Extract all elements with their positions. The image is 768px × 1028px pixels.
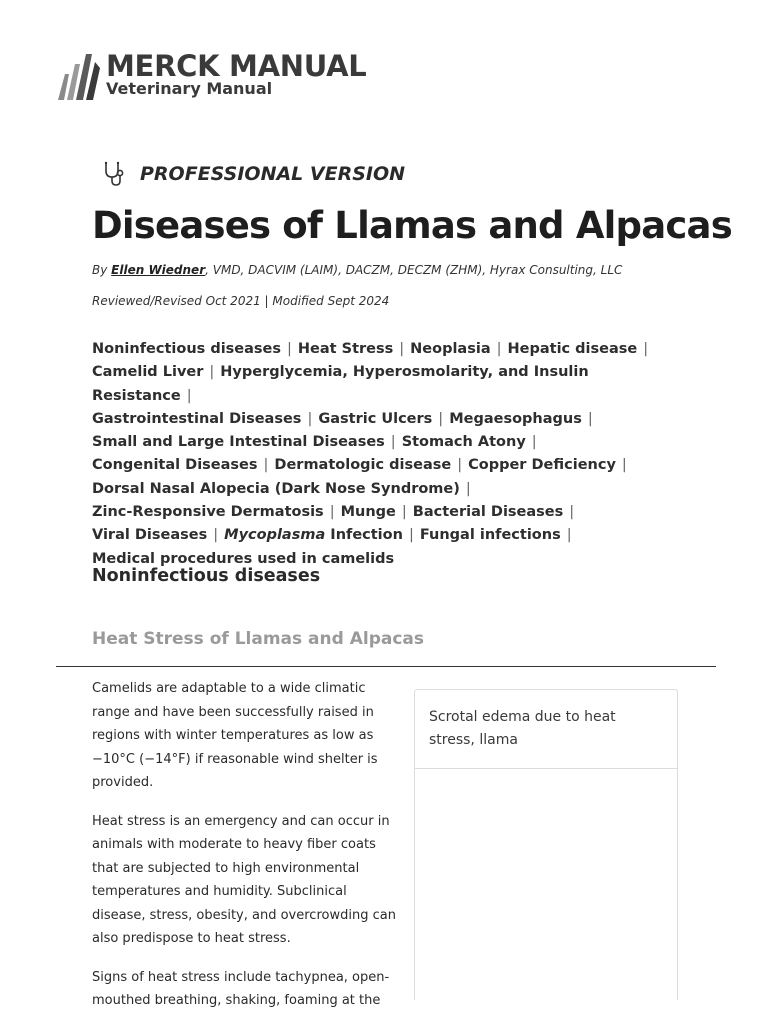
toc-link-medical-procedures[interactable]: Medical procedures used in camelids [92, 550, 395, 567]
toc-link-hepatic[interactable]: Hepatic disease [507, 341, 638, 357]
paragraph: Camelids are adaptable to a wide climatic range and have been successfully raised in regions with winter temperatures as low as −10°C (−14°F) if reasonable wind shelter is provided. [92, 681, 378, 790]
toc-link-dermatologic[interactable]: Dermatologic disease [274, 457, 452, 474]
toc-link-viral[interactable]: Viral Diseases [92, 527, 208, 544]
toc-link-hyperglycemia[interactable]: Hyperglycemia, Hyperosmolarity, and Insulin Resistance [92, 364, 589, 404]
toc-link-mycoplasma[interactable] [224, 527, 403, 543]
toc-link-bacterial[interactable]: Bacterial Diseases [412, 504, 564, 521]
toc-link-megaesophagus[interactable]: Megaesophagus [449, 410, 582, 427]
logo-title: MERCK MANUAL [106, 49, 367, 83]
paragraph: Heat stress is an emergency and can occur in animals with moderate to heavy fiber coats that are subjected to high environmental temperatures and humidity. Subclinical disease, stress, obesity, and overcrowding can also predispose to heat stress. [92, 813, 396, 946]
toc-link-zinc[interactable]: Zinc-Responsive Dermatosis [92, 504, 324, 521]
toc-link-stomach-atony[interactable]: Stomach Atony [401, 434, 526, 451]
stethoscope-icon [100, 160, 128, 188]
logo-subtitle: Veterinary Manual [106, 79, 273, 98]
mycoplasma-term: Mycoplasma [224, 527, 326, 544]
divider [56, 666, 716, 667]
toc-link-gastric-ulcers[interactable]: Gastric Ulcers [318, 410, 433, 427]
toc-link-camelid-liver[interactable]: Camelid Liver [92, 364, 204, 381]
review-date: Reviewed/Revised Oct 2021 | Modified Sept 2024 [92, 294, 390, 308]
figure-caption: Scrotal edema due to heat stress, llama [415, 690, 677, 769]
merck-manual-logo-icon [56, 50, 102, 102]
toc-link-intestinal[interactable]: Small and Large Intestinal Diseases [92, 434, 385, 451]
author-link[interactable]: Ellen Wiedner [111, 263, 206, 277]
version-label: PROFESSIONAL VERSION [140, 163, 406, 185]
toc-link-fungal[interactable]: Fungal infections [419, 527, 561, 544]
toc-link-heat-stress[interactable]: Heat Stress [297, 341, 394, 357]
mycoplasma-suffix: Infection [325, 527, 403, 544]
page-title: Diseases of Llamas and Alpacas [92, 204, 732, 247]
byline [92, 263, 622, 277]
paragraph: Signs of heat stress include tachypnea, open-mouthed breathing, shaking, foaming at the [92, 969, 390, 1008]
toc-link-gastrointestinal[interactable]: Gastrointestinal Diseases [92, 410, 302, 427]
subsection-heading[interactable]: Heat Stress of Llamas and Alpacas [92, 629, 425, 649]
toc-link-neoplasia[interactable]: Neoplasia [410, 341, 491, 357]
article-body [92, 677, 400, 1028]
site-logo[interactable] [56, 50, 366, 102]
toc-link-noninfectious[interactable]: Noninfectious diseases [92, 341, 282, 357]
version-indicator [100, 160, 405, 188]
toc-link-copper[interactable]: Copper Deficiency [468, 457, 616, 474]
author-credentials: , VMD, DACVIM (LAIM), DACZM, DECZM (ZHM), Hyrax Consulting, LLC [205, 263, 623, 277]
byline-prefix: By [92, 263, 112, 277]
toc-link-dorsal-nasal[interactable]: Dorsal Nasal Alopecia (Dark Nose Syndrome) [92, 480, 460, 497]
section-heading: Noninfectious diseases [92, 566, 321, 586]
topic-links: Noninfectious diseases | Heat Stress | Neoplasia | Hepatic disease | Camelid Liver | Hyperglycemia, Hyperosmolarity, and Insulin Resistance | Gastrointestinal Diseases | Gastric Ulcers | Megaesophagus | Small and Large Intestinal Diseases | Stomach Atony | Congenital Diseases | Dermatologic disease | Copper Deficiency | Dorsal Nasal Alopecia (Dark Nose Syndrome) | Zinc-Responsive Dermatosis | Munge | Bacterial Diseases | Viral Diseases | Mycoplasma Infection | Fungal infections | Medical procedures used in camelids [92, 341, 649, 567]
figure-card[interactable] [414, 689, 678, 1000]
toc-link-munge[interactable]: Munge [340, 504, 396, 521]
toc-link-congenital[interactable]: Congenital Diseases [92, 457, 258, 474]
